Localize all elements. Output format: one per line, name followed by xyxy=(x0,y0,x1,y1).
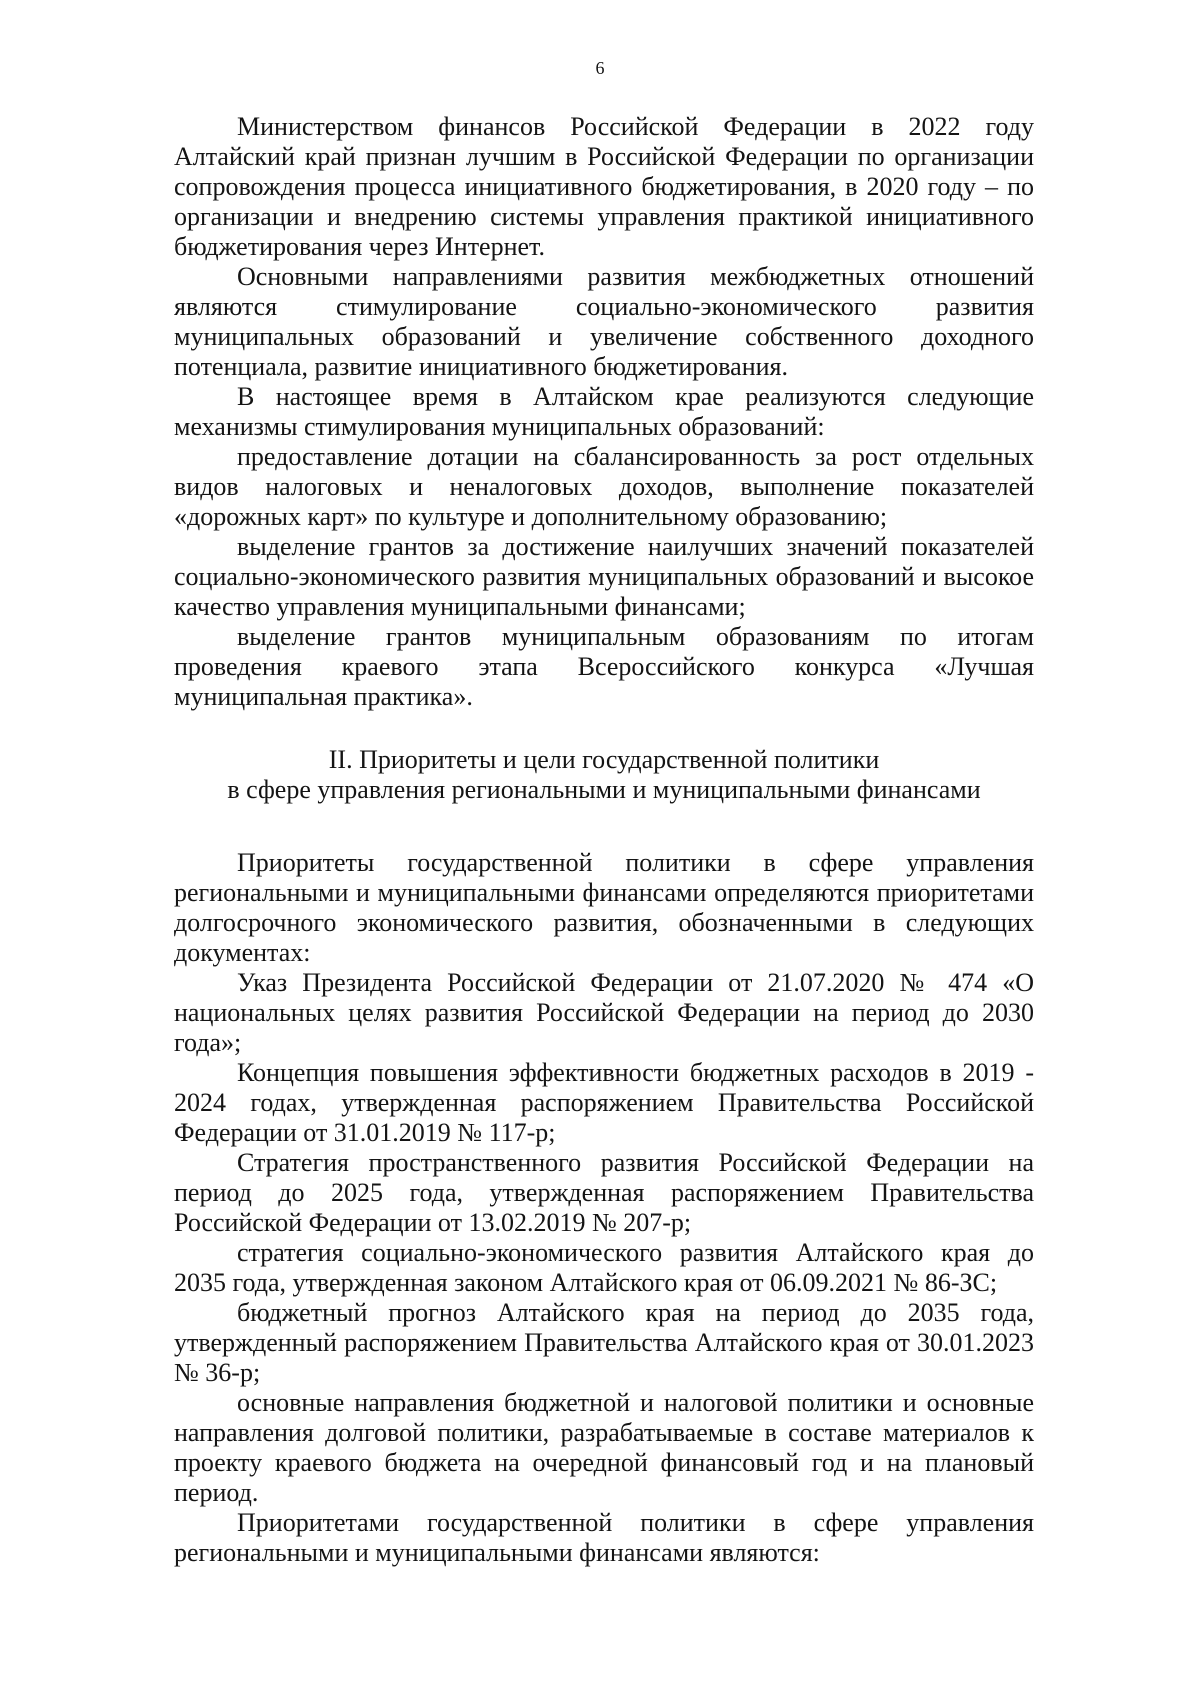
section-heading-line2: в сфере управления региональными и муниципальными финансами xyxy=(227,775,981,804)
list-item-grants-indicators: выделение грантов за достижение наилучших значений показателей социально-экономического развития муниципальных образований и высокое качество управления муниципальными финансами; xyxy=(174,532,1034,621)
list-item-balance-subsidy: предоставление дотации на сбалансированность за рост отдельных видов налоговых и неналоговых доходов, выполнение показателей «дорожных карт» по культуре и дополнительному образованию; xyxy=(174,442,1034,531)
page-number: 6 xyxy=(595,58,605,78)
list-item-spatial-strategy: Стратегия пространственного развития Российской Федерации на период до 2025 года, утвержденная распоряжением Правительства Российской Федерации от 13.02.2019 № 207-р; xyxy=(174,1148,1034,1237)
list-item-budget-forecast: бюджетный прогноз Алтайского края на период до 2035 года, утвержденный распоряжением Правительства Алтайского края от 30.01.2023 № 36-р; xyxy=(174,1298,1034,1387)
section-heading xyxy=(174,745,1034,805)
document-body xyxy=(174,112,1034,1568)
paragraph-ministry-recognition: Министерством финансов Российской Федерации в 2022 году Алтайский край признан лучшим в Российской Федерации по организации сопровождения процесса инициативного бюджетирования, в 2020 году – по организации и внедрению системы управления практикой инициативного бюджетирования через Интернет. xyxy=(174,112,1034,261)
paragraph-priorities-intro: Приоритеты государственной политики в сфере управления региональными и муниципальными финансами определяются приоритетами долгосрочного экономического развития, обозначенными в следующих документах: xyxy=(174,848,1034,967)
list-item-grants-contest: выделение грантов муниципальным образованиям по итогам проведения краевого этапа Всероссийского конкурса «Лучшая муниципальная практика». xyxy=(174,622,1034,711)
list-item-efficiency-concept: Концепция повышения эффективности бюджетных расходов в 2019 - 2024 годах, утвержденная распоряжением Правительства Российской Федерации от 31.01.2019 № 117-р; xyxy=(174,1058,1034,1147)
paragraph-priorities-list-intro: Приоритетами государственной политики в сфере управления региональными и муниципальными финансами являются: xyxy=(174,1508,1034,1567)
list-item-presidential-decree: Указ Президента Российской Федерации от 21.07.2020 № 474 «О национальных целях развития Российской Федерации на период до 2030 года»; xyxy=(174,968,1034,1057)
section-heading-line1: II. Приоритеты и цели государственной политики xyxy=(328,745,880,774)
list-item-regional-strategy: стратегия социально-экономического развития Алтайского края до 2035 года, утвержденная законом Алтайского края от 06.09.2021 № 86-ЗС; xyxy=(174,1238,1034,1297)
paragraph-interbudget-directions: Основными направлениями развития межбюджетных отношений являются стимулирование социально-экономического развития муниципальных образований и увеличение собственного доходного потенциала, развитие инициативного бюджетирования. xyxy=(174,262,1034,381)
paragraph-stimulation-mechanisms: В настоящее время в Алтайском крае реализуются следующие механизмы стимулирования муниципальных образований: xyxy=(174,382,1034,441)
list-item-policy-directions: основные направления бюджетной и налоговой политики и основные направления долговой политики, разрабатываемые в составе материалов к проекту краевого бюджета на очередной финансовый год и на плановый период. xyxy=(174,1388,1034,1507)
